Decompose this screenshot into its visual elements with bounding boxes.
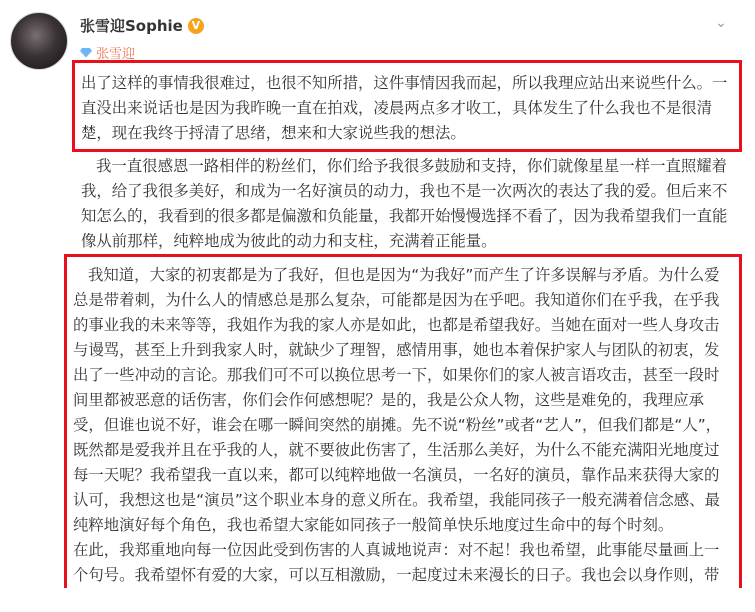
post-paragraph-3: 我知道，大家的初衷都是为了我好，但也是因为“为我好”而产生了许多误解与矛盾。为什么爱总是带着刺，为什么人的情感总是那么复杂，可能都是因为在乎吧。我知道你们在乎我，在乎我的事业我的未来等等，我姐作为我的家人亦是如此，也都是希望我好。当她在面对一些人身攻击与谩骂，甚至上升到我家人时，就缺少了理智，感情用事，她也本着保护家人与团队的初衷，发出了一些冲动的言论。那我们可不可以换位思考一下，如果你们的家人被言语攻击，甚至一段时间里都被恶意的话伤害，你们会作何感想呢？是的，我是公众人物，这些是难免的，我理应承受，但谁也说不好，谁会在哪一瞬间突然的崩摊。先不说“粉丝”或者“艺人”，但我们都是“人”，既然都是爱我并且在乎我的人，就不要彼此伤害了，生活那么美好，为什么不能充满阳光地度过每一天呢？我希望我一直以来，都可以纯粹地做一名演员，一名好的演员，靠作品来获得大家的认可，我想这也是“演员”这个职业本身的意义所在。我希望，我能同孩子一般充满着信念感、最纯粹地演好每个角色，我也希望大家能如同孩子一般简单快乐地度过生命中的每个时刻。 [73, 266, 722, 534]
avatar[interactable] [10, 12, 68, 70]
vip-name[interactable]: 张雪迎 [96, 47, 136, 62]
username[interactable]: 张雪迎Sophie [80, 17, 183, 35]
post-paragraph-4: 在此，我郑重地向每一位因此受到伤害的人真诚地说声：对不起！我也希望，此事能尽量画上一个句号。我希望怀有爱的大家，可以互相激励，一起度过未来漫长的日子。我也会以身作则，带 [73, 541, 720, 584]
diamond-icon [80, 48, 92, 58]
post-paragraph-1: 出了这样的事情我很难过，也很不知所措，这件事情因我而起，所以我理应站出来说些什么。一直没出来说话也是因为我昨晚一直在拍戏，凌晨两点多才收工，具体发生了什么我也不是很清楚，现在我终于捋清了思绪，想来和大家说些我的想法。 [81, 74, 728, 142]
highlight-box-2 [64, 254, 742, 588]
username-row [80, 15, 204, 36]
plain-block [72, 152, 742, 254]
chevron-down-icon[interactable]: ⌄ [715, 15, 727, 31]
post-content [72, 60, 742, 588]
verified-badge-icon: V [188, 18, 204, 34]
highlight-box-1 [72, 60, 742, 152]
post-paragraph-2: 我一直很感恩一路相伴的粉丝们，你们给予我很多鼓励和支持，你们就像星星一样一直照耀着我，给了我很多美好，和成为一名好演员的动力，我也不是一次两次的表达了我的爱。但后来不知怎么的，我看到的很多都是偏激和负能量，我都开始慢慢选择不看了，因为我希望我们一直能像从前那样，纯粹地成为彼此的动力和支柱，充满着正能量。 [81, 157, 728, 250]
